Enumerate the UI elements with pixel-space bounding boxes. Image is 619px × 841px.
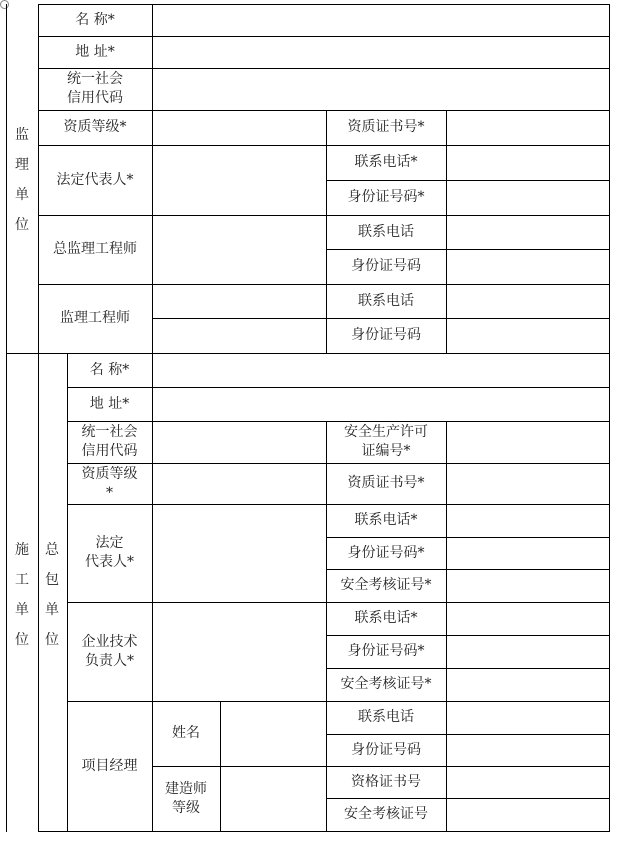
sup-address-label: 地 址* <box>75 43 115 60</box>
sup-engineer-id-label: 身份证号码 <box>351 327 421 343</box>
con-credit-code-input[interactable] <box>153 422 326 463</box>
sup-name-label: 名 称* <box>75 11 115 28</box>
sup-legal-phone-input[interactable] <box>447 146 609 180</box>
corner-marker <box>0 0 9 9</box>
con-pm-id-label: 身份证号码 <box>351 741 421 758</box>
con-pm-cert-input[interactable] <box>447 767 609 798</box>
con-tech-safety-input[interactable] <box>447 669 609 701</box>
con-legal-rep-input[interactable] <box>153 505 326 602</box>
con-legal-rep-label: 法定 代表人* <box>85 535 134 570</box>
sup-credit-code-label: 统一社会 信用代码 <box>67 71 123 106</box>
sup-credit-code-input[interactable] <box>153 69 609 110</box>
general-contractor-label: 总包单位 <box>45 542 59 648</box>
supervision-section-label: 监理单位 <box>15 127 29 233</box>
sup-engineer-phone-input[interactable] <box>447 285 609 318</box>
con-pm-id-input[interactable] <box>447 735 609 766</box>
con-tech-safety-label: 安全考核证号* <box>340 676 432 692</box>
con-tech-phone-input[interactable] <box>447 603 609 635</box>
sup-qualification-input[interactable] <box>153 111 326 145</box>
sup-chief-engineer-label: 总监理工程师 <box>53 241 137 257</box>
sup-chief-id-input[interactable] <box>447 250 609 284</box>
con-pm-label: 项目经理 <box>81 757 138 774</box>
sup-legal-id-label: 身份证号码* <box>347 189 425 205</box>
sup-legal-rep-label: 法定代表人* <box>56 171 134 188</box>
con-safety-license-input[interactable] <box>447 422 609 463</box>
con-legal-id-input[interactable] <box>447 538 609 569</box>
con-legal-safety-label: 安全考核证号* <box>340 577 432 593</box>
con-pm-grade-input[interactable] <box>221 767 326 831</box>
con-name-input[interactable] <box>153 354 609 387</box>
con-address-input[interactable] <box>153 388 609 421</box>
con-tech-id-input[interactable] <box>447 636 609 668</box>
sup-chief-phone-input[interactable] <box>447 216 609 249</box>
con-pm-grade-label: 建造师 等级 <box>165 780 207 816</box>
table-bottom-border <box>38 831 610 832</box>
con-tech-lead-input[interactable] <box>153 603 326 701</box>
con-legal-id-label: 身份证号码* <box>347 544 425 561</box>
con-legal-phone-input[interactable] <box>447 505 609 537</box>
con-qualification-label: 资质等级 * <box>81 465 138 501</box>
con-tech-phone-label: 联系电话* <box>354 610 418 626</box>
sup-engineer-phone-label: 联系电话 <box>358 292 414 309</box>
con-qualification-input[interactable] <box>153 464 326 504</box>
con-pm-safety-input[interactable] <box>447 799 609 831</box>
table-left-border <box>6 4 7 832</box>
sup-legal-phone-label: 联系电话* <box>354 154 418 170</box>
sup-engineer-id-input[interactable] <box>447 319 609 353</box>
sup-name-input[interactable] <box>153 5 609 36</box>
con-address-label: 地 址* <box>89 395 130 412</box>
construction-section-label: 施工单位 <box>15 542 29 648</box>
sup-qualification-label: 资质等级* <box>63 119 127 135</box>
con-pm-phone-label: 联系电话 <box>358 709 414 725</box>
con-pm-name-input[interactable] <box>221 702 326 766</box>
sup-legal-id-input[interactable] <box>447 181 609 215</box>
con-pm-phone-input[interactable] <box>447 702 609 734</box>
sup-chief-id-label: 身份证号码 <box>351 258 421 274</box>
sup-chief-phone-label: 联系电话 <box>358 223 414 240</box>
table-right-border <box>609 4 610 832</box>
sup-chief-engineer-input[interactable] <box>153 216 326 284</box>
con-qual-cert-input[interactable] <box>447 464 609 504</box>
sup-engineer-input[interactable] <box>153 285 326 353</box>
sup-qual-cert-input[interactable] <box>447 111 609 145</box>
con-pm-cert-label: 资格证书号 <box>351 773 421 790</box>
con-safety-license-label: 安全生产许可 证编号* <box>344 424 428 459</box>
con-legal-phone-label: 联系电话* <box>354 512 418 528</box>
con-pm-name-label: 姓名 <box>172 725 200 741</box>
sup-legal-rep-input[interactable] <box>153 146 326 215</box>
sup-engineer-label: 监理工程师 <box>60 310 130 326</box>
sup-qual-cert-label: 资质证书号* <box>347 119 425 135</box>
sup-address-input[interactable] <box>153 37 609 68</box>
con-tech-lead-label: 企业技术 负责人* <box>81 633 138 669</box>
con-qual-cert-label: 资质证书号* <box>347 475 425 491</box>
con-pm-safety-label: 安全考核证号 <box>344 806 428 822</box>
con-name-label: 名 称* <box>89 361 130 378</box>
con-credit-code-label: 统一社会 信用代码 <box>81 424 138 459</box>
con-tech-id-label: 身份证号码* <box>347 643 425 659</box>
con-legal-safety-input[interactable] <box>447 570 609 602</box>
